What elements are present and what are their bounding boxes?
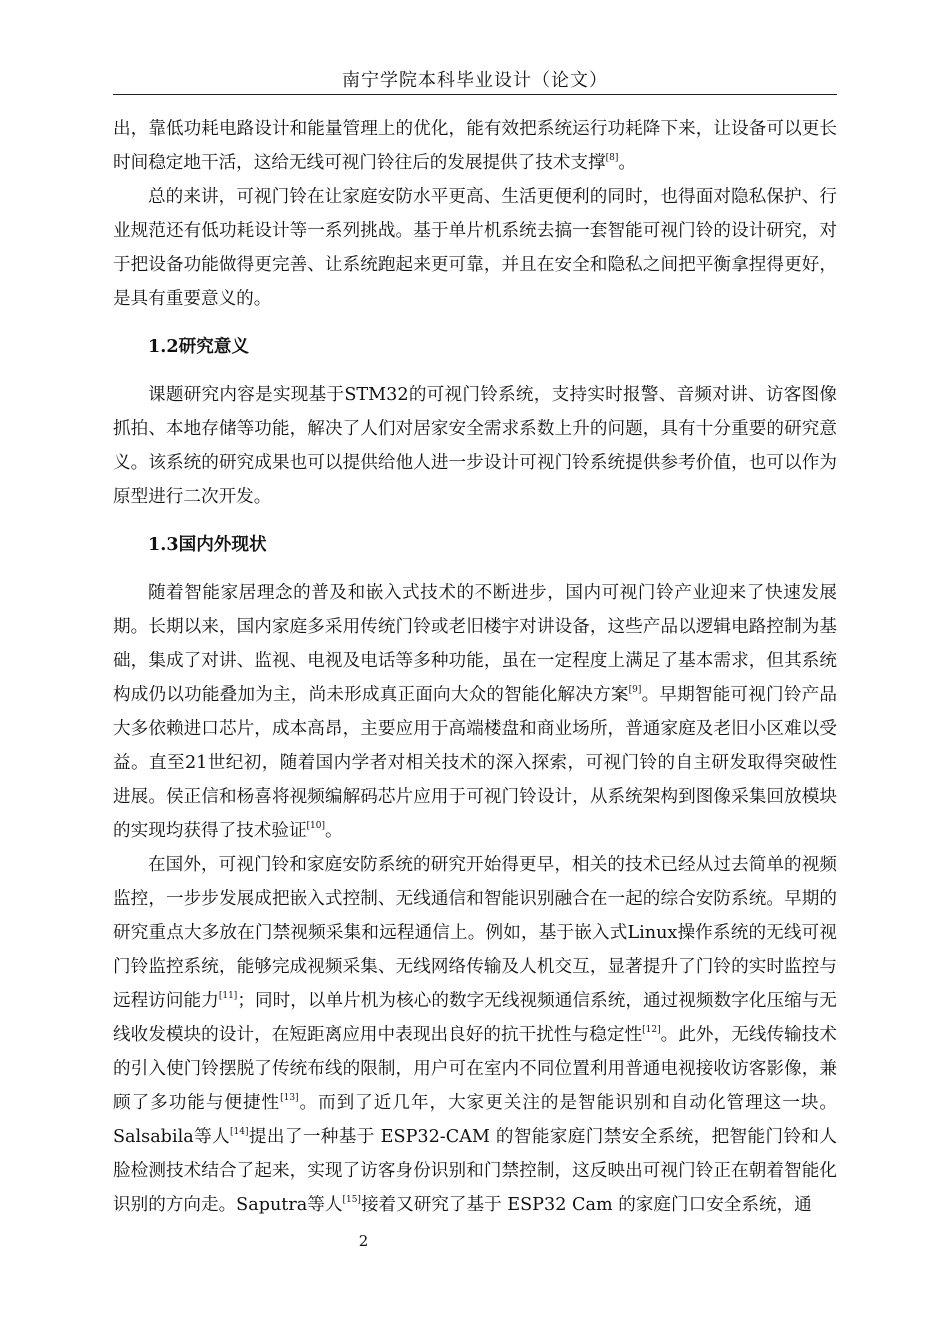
paragraph bbox=[113, 378, 837, 514]
text-run: ；同时，以单片机为核心的数字无线视频通信系统，通过视频数字化压缩与无线收发模块的设计，在短距离应用中表现出良好的抗干扰性与稳定性 bbox=[113, 991, 837, 1045]
body-text bbox=[113, 112, 837, 1222]
text-run: 提出了一种基于 ESP32-CAM 的智能家庭门禁安全系统，把智能门铃和人脸检测技术结合了起来，实现了访客身份识别和门禁控制，这反映出可视门铃正在朝着智能化识别的方向走。Saputra等人 bbox=[113, 1127, 838, 1215]
paragraph bbox=[113, 112, 837, 180]
text-run: 随着智能家居理念的普及和嵌入式技术的不断进步，国内可视门铃产业迎来了快速发展期。长期以来，国内家庭多采用传统门铃或老旧楼宇对讲设备，这些产品以逻辑电路控制为基础，集成了对讲、监视、电视及电话等多种功能，虽在一定程度上满足了基本需求，但其系统构成仍以功能叠加为主，尚未形成真正面向大众的智能化解决方案 bbox=[113, 583, 837, 705]
header-rule bbox=[113, 94, 837, 95]
citation-ref: [10] bbox=[306, 821, 326, 831]
citation-ref: [15] bbox=[342, 1195, 361, 1205]
text-run: 。此外，无线传输技术的引入使门铃摆脱了传统布线的限制，用户可在室内不同位置利用普通电视接收访客影像，兼顾了多功能与便捷性 bbox=[113, 1025, 837, 1113]
section-heading: 1.3国内外现状 bbox=[148, 534, 267, 555]
text-run: 出，靠低功耗电路设计和能量管理上的优化，能有效把系统运行功耗降下来，让设备可以更长时间稳定地干活，这给无线可视门铃往后的发展提供了技术支撑 bbox=[113, 119, 837, 173]
paragraph bbox=[113, 576, 837, 848]
section-heading: 1.2研究意义 bbox=[148, 336, 249, 357]
paragraph bbox=[113, 180, 837, 316]
text-run: 课题研究内容是实现基于STM32的可视门铃系统，支持实时报警、音频对讲、访客图像抓拍、本地存储等功能，解决了人们对居家安全需求系数上升的问题，具有十分重要的研究意义。该系统的研究成果也可以提供给他人进一步设计可视门铃系统提供参考价值，也可以作为原型进行二次开发。 bbox=[113, 385, 837, 507]
text-run: 总的来讲，可视门铃在让家庭安防水平更高、生活更便利的同时，也得面对隐私保护、行业规范还有低功耗设计等一系列挑战。基于单片机系统去搞一套智能可视门铃的设计研究，对于把设备功能做得更完善、让系统跑起来更可靠，并且在安全和隐私之间把平衡拿捏得更好，是具有重要意义的。 bbox=[113, 187, 837, 309]
text-run: 在国外，可视门铃和家庭安防系统的研究开始得更早，相关的技术已经从过去简单的视频监控，一步步发展成把嵌入式控制、无线通信和智能识别融合在一起的综合安防系统。早期的研究重点大多放在门禁视频采集和远程通信上。例如，基于嵌入式Linux操作系统的无线可视门铃监控系统，能够完成视频采集、无线网络传输及人机交互，显著提升了门铃的实时监控与远程访问能力 bbox=[113, 855, 837, 1011]
page-number: 2 bbox=[358, 1232, 369, 1250]
text-run: 。早期智能可视门铃产品大多依赖进口芯片，成本高昂，主要应用于高端楼盘和商业场所，普通家庭及老旧小区难以受益。直至21世纪初，随着国内学者对相关技术的深入探索，可视门铃的自主研发取得突破性进展。侯正信和杨喜将视频编解码芯片应用于可视门铃设计，从系统架构到图像采集回放模块的实现均获得了技术验证 bbox=[113, 685, 837, 841]
citation-ref: [12] bbox=[642, 1025, 661, 1035]
text-run: 。而到了近几年，大家更关注的是智能识别和自动化管理这一块。Salsabila等人 bbox=[113, 1093, 837, 1147]
text-run: 接着又研究了基于 ESP32 Cam 的家庭门口安全系统，通 bbox=[360, 1195, 812, 1215]
citation-ref: [14] bbox=[230, 1127, 249, 1137]
citation-ref: [8] bbox=[605, 153, 619, 163]
citation-ref: [11] bbox=[218, 991, 238, 1001]
text-run: 。 bbox=[618, 153, 636, 173]
paragraph bbox=[113, 848, 837, 1222]
citation-ref: [9] bbox=[628, 685, 642, 695]
citation-ref: [13] bbox=[280, 1093, 299, 1103]
text-run: 。 bbox=[325, 821, 343, 841]
running-header: 南宁学院本科毕业设计（论文） bbox=[342, 70, 608, 91]
